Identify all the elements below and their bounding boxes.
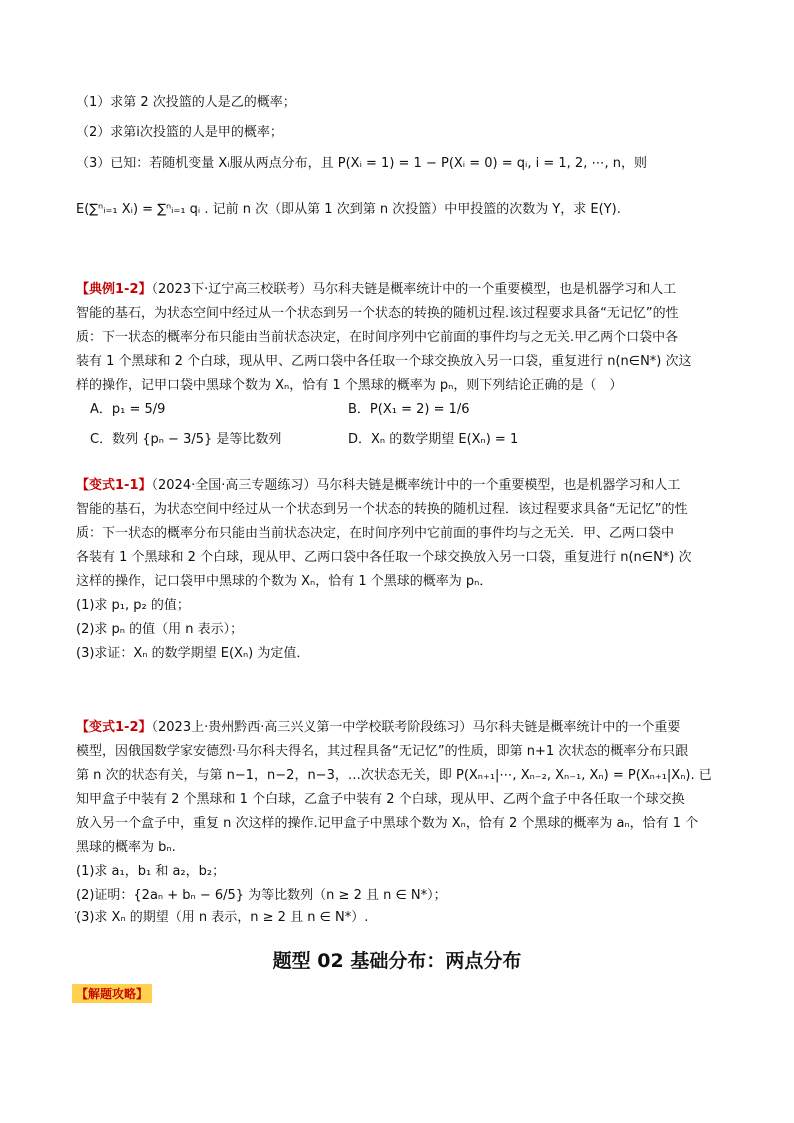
question-1: （1）求第 2 次投篮的人是乙的概率； [76,95,296,110]
example-1-2-line-5: 样的操作，记甲口袋中黑球个数为 Xₙ，恰有 1 个黑球的概率为 pₙ，则下列结论正确的是（ ） [76,378,623,393]
section-title: 题型 02 基础分布：两点分布 [272,950,522,972]
variant-1-2-sub-1: (1)求 a₁，b₁ 和 a₂，b₂； [76,864,226,879]
option-b: B．P(X₁ = 2) = 1/6 [348,402,470,417]
variant-1-2-line-4: 知甲盒子中装有 2 个黑球和 1 个白球，乙盒子中装有 2 个白球，现从甲、乙两个盒子中各任取一个球交换 [76,792,685,807]
option-c: C．数列 {pₙ − 3/5} 是等比数列 [90,432,282,447]
variant-1-1-line-5: 这样的操作，记口袋甲中黑球的个数为 Xₙ，恰有 1 个黑球的概率为 pₙ． [76,574,493,589]
variant-1-1-sub-2: (2)求 pₙ 的值（用 n 表示）； [76,622,244,637]
example-1-2-line-4: 装有 1 个黑球和 2 个白球，现从甲、乙两口袋中各任取一个球交换放入另一口袋，重复进行 n(n∈N*) 次这 [76,354,692,369]
example-1-2-tag: 【典例1-2】 [76,282,152,297]
question-3-line-2: E(∑ⁿᵢ₌₁ Xᵢ) = ∑ⁿᵢ₌₁ qᵢ . 记前 n 次（即从第 1 次到第 n 次投篮）中甲投篮的次数为 Y，求 E(Y). [76,202,621,217]
stray-dot: . [74,905,78,916]
example-1-2-line-1: 【典例1-2】（2023下·辽宁高三校联考）马尔科夫链是概率统计中的一个重要模型，也是机器学习和人工 [76,282,677,297]
variant-1-2-line-6: 黑球的概率为 bₙ. [76,840,176,855]
option-d: D．Xₙ 的数学期望 E(Xₙ) = 1 [348,432,519,447]
variant-1-2-line-2: 模型，因俄国数学家安德烈·马尔科夫得名，其过程具备“无记忆”的性质，即第 n+1 次状态的概率分布只跟 [76,744,689,759]
variant-1-2-line-5: 放入另一个盒子中，重复 n 次这样的操作.记甲盒子中黑球个数为 Xₙ，恰有 2 个黑球的概率为 aₙ，恰有 1 个 [76,816,699,831]
variant-1-1-line-1: 【变式1-1】（2024·全国·高三专题练习）马尔科夫链是概率统计中的一个重要模型，也是机器学习和人工 [76,478,681,493]
variant-1-1-sub-1: (1)求 p₁, p₂ 的值； [76,598,190,613]
strategy-badge: 【解题攻略】 [72,984,152,1003]
variant-1-1-line-2: 智能的基石，为状态空间中经过从一个状态到另一个状态的转换的随机过程．该过程要求具备“无记忆”的性 [76,502,688,517]
variant-1-1-line-3: 质：下一状态的概率分布只能由当前状态决定，在时间序列中它前面的事件均与之无关．甲、乙两口袋中 [76,526,675,541]
example-1-2-line-3: 质：下一状态的概率分布只能由当前状态决定，在时间序列中它前面的事件均与之无关.甲乙两个口袋中各 [76,330,679,345]
option-a: A．p₁ = 5/9 [90,402,166,417]
variant-1-1-tag: 【变式1-1】 [76,478,152,493]
variant-1-2-line-3: 第 n 次的状态有关，与第 n−1，n−2，n−3，…次状态无关，即 P(Xₙ₊₁|⋯, Xₙ₋₂, Xₙ₋₁, Xₙ) = P(Xₙ₊₁|Xₙ). 已 [76,768,712,783]
variant-1-2-sub-3: (3)求 Xₙ 的期望（用 n 表示，n ≥ 2 且 n ∈ N*）. [76,910,369,925]
variant-1-1-sub-3: (3)求证：Xₙ 的数学期望 E(Xₙ) 为定值． [76,646,310,661]
variant-1-1-line-4: 各装有 1 个黑球和 2 个白球，现从甲、乙两口袋中各任取一个球交换放入另一口袋，重复进行 n(n∈N*) 次 [76,550,692,565]
variant-1-2-sub-2: (2)证明：{2aₙ + bₙ − 6/5} 为等比数列（n ≥ 2 且 n ∈ N*）； [76,888,447,903]
variant-1-2-tag: 【变式1-2】 [76,720,152,735]
variant-1-2-line-1: 【变式1-2】（2023上·贵州黔西·高三兴义第一中学校联考阶段练习）马尔科夫链是概率统计中的一个重要 [76,720,681,735]
question-2: （2）求第i次投篮的人是甲的概率； [76,125,283,140]
question-3-line-1: （3）已知：若随机变量 Xᵢ服从两点分布，且 P(Xᵢ = 1) = 1 − P(Xᵢ = 0) = qᵢ, i = 1, 2, ⋯, n，则 [76,156,647,171]
example-1-2-line-2: 智能的基石，为状态空间中经过从一个状态到另一个状态的转换的随机过程.该过程要求具备“无记忆”的性 [76,306,679,321]
